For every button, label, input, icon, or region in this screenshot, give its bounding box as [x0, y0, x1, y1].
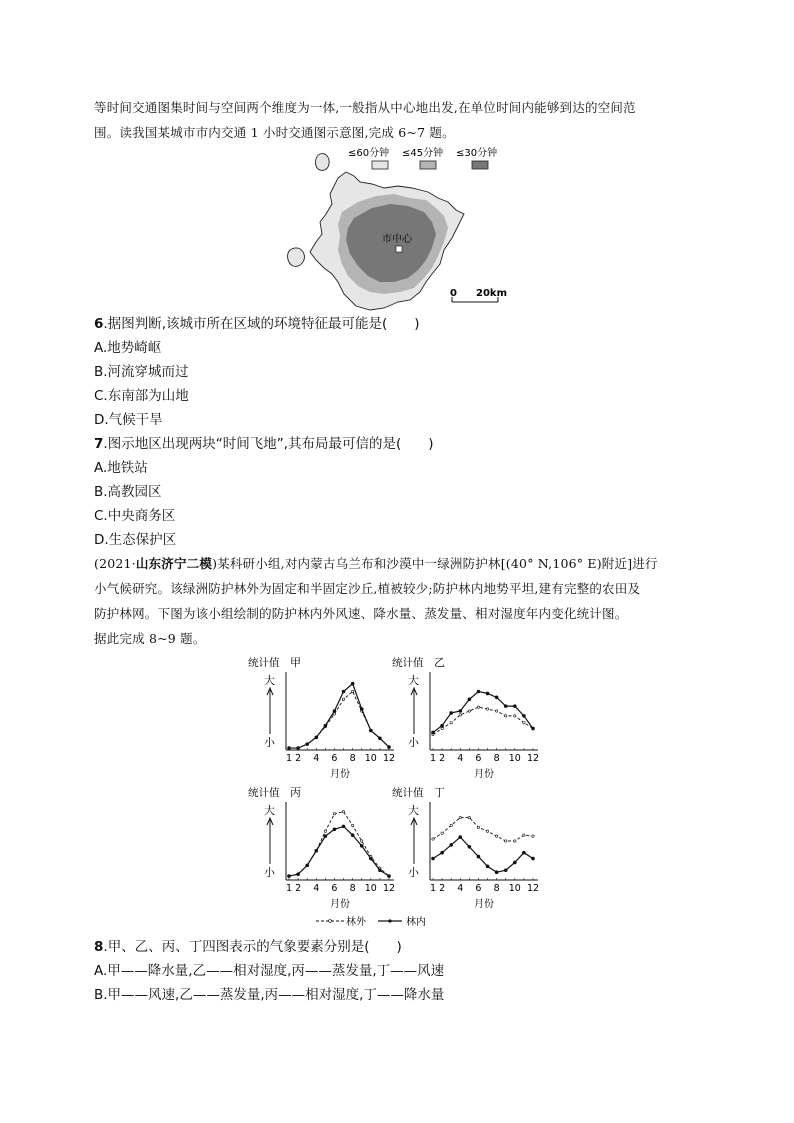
series-line-outside — [433, 818, 533, 841]
data-point-inside — [459, 836, 462, 839]
scale-end: 20km — [476, 288, 507, 299]
isochrone-map — [280, 142, 520, 314]
x-axis-title: 月份 — [330, 899, 350, 910]
climate-charts — [240, 650, 560, 930]
data-point-inside — [532, 727, 535, 730]
intro2-line-1-text: )某科研小组,对内蒙古乌兰布和沙漠中一绿洲防护林[(40° N,106° E)附近]进行 — [212, 556, 658, 571]
data-point-outside — [351, 824, 353, 826]
time-enclave-north — [316, 154, 330, 171]
data-point-inside — [315, 849, 318, 852]
intro2-line-4: 据此完成 8~9 题。 — [94, 631, 206, 646]
data-point-inside — [297, 747, 300, 750]
x-tick-label: 10 — [364, 883, 377, 894]
x-axis-title: 月份 — [330, 769, 350, 780]
x-tick-label: 1 — [285, 753, 293, 764]
data-point-inside — [513, 705, 516, 708]
data-point-outside — [505, 840, 507, 842]
x-axis-title: 月份 — [474, 769, 494, 780]
x-tick-label: 1 — [429, 753, 437, 764]
chart-title: 丁 — [434, 786, 445, 799]
data-point-inside — [351, 834, 354, 837]
data-point-outside — [432, 838, 434, 840]
data-point-inside — [388, 746, 391, 749]
data-point-outside — [441, 832, 443, 834]
legend-inside-marker — [388, 919, 391, 922]
data-point-outside — [523, 722, 525, 724]
data-point-inside — [360, 844, 363, 847]
data-point-outside — [459, 714, 461, 716]
data-point-outside — [532, 835, 534, 837]
y-bottom-label: 小 — [408, 736, 419, 749]
data-point-inside — [324, 835, 327, 838]
x-axis-title: 月份 — [474, 899, 494, 910]
question-8 — [94, 938, 402, 956]
x-tick-label: 4 — [457, 753, 464, 764]
x-tick-label: 10 — [508, 883, 521, 894]
x-tick-label: 4 — [457, 883, 464, 894]
intro-line-2: 围。读我国某城市市内交通 1 小时交通图示意图,完成 6~7 题。 — [94, 125, 455, 140]
data-point-inside — [486, 692, 489, 695]
q8-option-a[interactable]: A.甲——降水量,乙——相对湿度,丙——蒸发量,丁——风速 — [94, 963, 445, 979]
y-bottom-label: 小 — [408, 866, 419, 879]
data-point-outside — [333, 813, 335, 815]
q6-option-c[interactable]: C.东南部为山地 — [94, 388, 189, 404]
intro-line-1: 等时间交通图集时间与空间两个维度为一体,一般指从中心地出发,在单位时间内能够到达的空间范 — [94, 100, 636, 115]
data-point-inside — [297, 873, 300, 876]
data-point-outside — [486, 830, 488, 832]
data-point-inside — [369, 857, 372, 860]
x-tick-label: 12 — [526, 753, 540, 764]
y-axis-label: 统计值 — [392, 787, 424, 799]
x-tick-label: 6 — [475, 883, 482, 894]
y-bottom-label: 小 — [264, 736, 275, 749]
legend-inside-label: 林内 — [406, 917, 426, 928]
data-point-outside — [514, 715, 516, 717]
chart-title: 乙 — [434, 656, 445, 669]
city-center-label: 市中心 — [382, 234, 412, 245]
chart-2 — [392, 656, 539, 780]
data-point-inside — [324, 724, 327, 727]
legend-outside-label: 林外 — [346, 917, 366, 928]
x-tick-label: 8 — [493, 753, 500, 764]
x-tick-label: 10 — [508, 753, 521, 764]
data-point-inside — [468, 845, 471, 848]
data-point-outside — [459, 816, 461, 818]
data-point-inside — [513, 861, 516, 864]
data-point-inside — [504, 869, 507, 872]
data-point-inside — [306, 743, 309, 746]
question-6-number: 6 — [94, 316, 104, 332]
data-point-inside — [495, 871, 498, 874]
x-tick-label: 8 — [349, 753, 356, 764]
data-point-inside — [477, 855, 480, 858]
y-axis-label: 统计值 — [392, 657, 424, 669]
x-tick-label: 6 — [331, 883, 338, 894]
q6-option-a[interactable]: A.地势崎岖 — [94, 340, 162, 356]
intro2-source: (2021· — [94, 556, 136, 571]
intro2-line-1 — [94, 555, 658, 573]
data-point-outside — [495, 710, 497, 712]
series-line-outside — [289, 812, 389, 876]
x-tick-label: 12 — [526, 883, 540, 894]
data-point-inside — [342, 690, 345, 693]
legend-45-label: ≤45分钟 — [402, 148, 444, 159]
x-tick-label: 1 — [429, 883, 437, 894]
legend-30-label: ≤30分钟 — [456, 148, 498, 159]
data-point-outside — [486, 708, 488, 710]
data-point-inside — [459, 710, 462, 713]
data-point-inside — [369, 729, 372, 732]
data-point-inside — [532, 857, 535, 860]
data-point-outside — [495, 835, 497, 837]
y-axis-label: 统计值 — [248, 657, 280, 669]
data-point-inside — [432, 857, 435, 860]
y-axis-label: 统计值 — [248, 787, 280, 799]
data-point-outside — [505, 715, 507, 717]
data-point-outside — [477, 826, 479, 828]
question-6-stem: .据图判断,该城市所在区域的环境特征最可能是( ) — [103, 316, 420, 332]
chart-4 — [392, 786, 539, 910]
chart-legend — [316, 915, 426, 928]
y-top-label: 大 — [408, 674, 419, 687]
chart-title: 丙 — [290, 786, 301, 799]
x-tick-label: 2 — [295, 883, 302, 894]
q7-option-a[interactable]: A.地铁站 — [94, 460, 148, 476]
y-top-label: 大 — [264, 674, 275, 687]
x-tick-label: 8 — [493, 883, 500, 894]
q7-option-d[interactable]: D.生态保护区 — [94, 532, 177, 548]
x-tick-label: 4 — [313, 753, 320, 764]
data-point-inside — [486, 865, 489, 868]
q6-option-d[interactable]: D.气候干旱 — [94, 412, 163, 428]
data-point-inside — [468, 698, 471, 701]
legend-outside-marker — [329, 920, 332, 923]
question-7 — [94, 435, 434, 453]
x-tick-label: 1 — [285, 883, 293, 894]
question-7-stem: .图示地区出现两块“时间飞地”,其布局最可信的是( ) — [103, 436, 434, 452]
chart-3 — [248, 786, 395, 910]
q6-option-b[interactable]: B.河流穿城而过 — [94, 364, 189, 380]
time-enclave-west — [288, 248, 305, 266]
scale-zero: 0 — [450, 288, 457, 299]
data-point-inside — [450, 711, 453, 714]
data-point-inside — [495, 696, 498, 699]
data-point-outside — [351, 690, 353, 692]
y-top-label: 大 — [264, 804, 275, 817]
series-line-inside — [433, 837, 533, 872]
series-line-inside — [289, 826, 389, 876]
x-tick-label: 12 — [382, 883, 396, 894]
series-line-outside — [433, 707, 533, 734]
x-tick-label: 4 — [313, 883, 320, 894]
data-point-outside — [361, 840, 363, 842]
chart-title: 甲 — [290, 656, 301, 669]
series-line-inside — [289, 684, 389, 748]
x-tick-label: 6 — [475, 753, 482, 764]
intro2-line-3: 防护林网。下图为该小组绘制的防护林内外风速、降水量、蒸发量、相对湿度年内变化统计图。 — [94, 606, 628, 621]
data-point-inside — [288, 747, 291, 750]
question-8-stem: .甲、乙、丙、丁四图表示的气象要素分别是( ) — [103, 939, 402, 955]
data-point-inside — [441, 851, 444, 854]
data-point-inside — [504, 705, 507, 708]
data-point-inside — [441, 724, 444, 727]
city-center-marker — [396, 246, 402, 252]
x-tick-label: 6 — [331, 753, 338, 764]
data-point-outside — [450, 722, 452, 724]
data-point-outside — [450, 824, 452, 826]
legend-30-swatch — [472, 161, 488, 169]
legend-45-swatch — [420, 161, 436, 169]
y-top-label: 大 — [408, 804, 419, 817]
data-point-outside — [514, 840, 516, 842]
data-point-outside — [477, 706, 479, 708]
question-7-number: 7 — [94, 436, 104, 452]
data-point-outside — [324, 830, 326, 832]
x-tick-label: 10 — [364, 753, 377, 764]
data-point-inside — [432, 731, 435, 734]
data-point-outside — [441, 727, 443, 729]
data-point-inside — [333, 710, 336, 713]
data-point-inside — [522, 851, 525, 854]
data-point-inside — [378, 869, 381, 872]
data-point-inside — [522, 714, 525, 717]
x-tick-label: 2 — [295, 753, 302, 764]
data-point-inside — [342, 825, 345, 828]
data-point-outside — [342, 698, 344, 700]
data-point-outside — [342, 811, 344, 813]
data-point-inside — [378, 737, 381, 740]
data-point-inside — [315, 736, 318, 739]
x-tick-label: 8 — [349, 883, 356, 894]
intro2-line-2: 小气候研究。该绿洲防护林外为固定和半固定沙丘,植被较少;防护林内地势平坦,建有完整的农田及 — [94, 581, 641, 596]
data-point-inside — [450, 843, 453, 846]
data-point-outside — [468, 816, 470, 818]
data-point-inside — [388, 875, 391, 878]
question-8-number: 8 — [94, 939, 104, 955]
q7-option-b[interactable]: B.高教园区 — [94, 484, 162, 500]
series-line-inside — [433, 692, 533, 733]
x-tick-label: 2 — [439, 753, 446, 764]
data-point-outside — [468, 710, 470, 712]
intro2-source-bold: 山东济宁二模 — [135, 556, 213, 571]
data-point-inside — [351, 682, 354, 685]
x-tick-label: 12 — [382, 753, 396, 764]
q8-option-b[interactable]: B.甲——风速,乙——蒸发量,丙——相对湿度,丁——降水量 — [94, 987, 445, 1003]
data-point-inside — [360, 708, 363, 711]
data-point-inside — [477, 690, 480, 693]
question-6 — [94, 315, 420, 333]
y-bottom-label: 小 — [264, 866, 275, 879]
chart-1 — [248, 656, 395, 780]
data-point-inside — [333, 828, 336, 831]
x-tick-label: 2 — [439, 883, 446, 894]
legend-60-swatch — [372, 161, 388, 169]
data-point-outside — [523, 834, 525, 836]
data-point-inside — [306, 864, 309, 867]
data-point-inside — [288, 875, 291, 878]
q7-option-c[interactable]: C.中央商务区 — [94, 508, 176, 524]
legend-60-label: ≤60分钟 — [348, 148, 390, 159]
